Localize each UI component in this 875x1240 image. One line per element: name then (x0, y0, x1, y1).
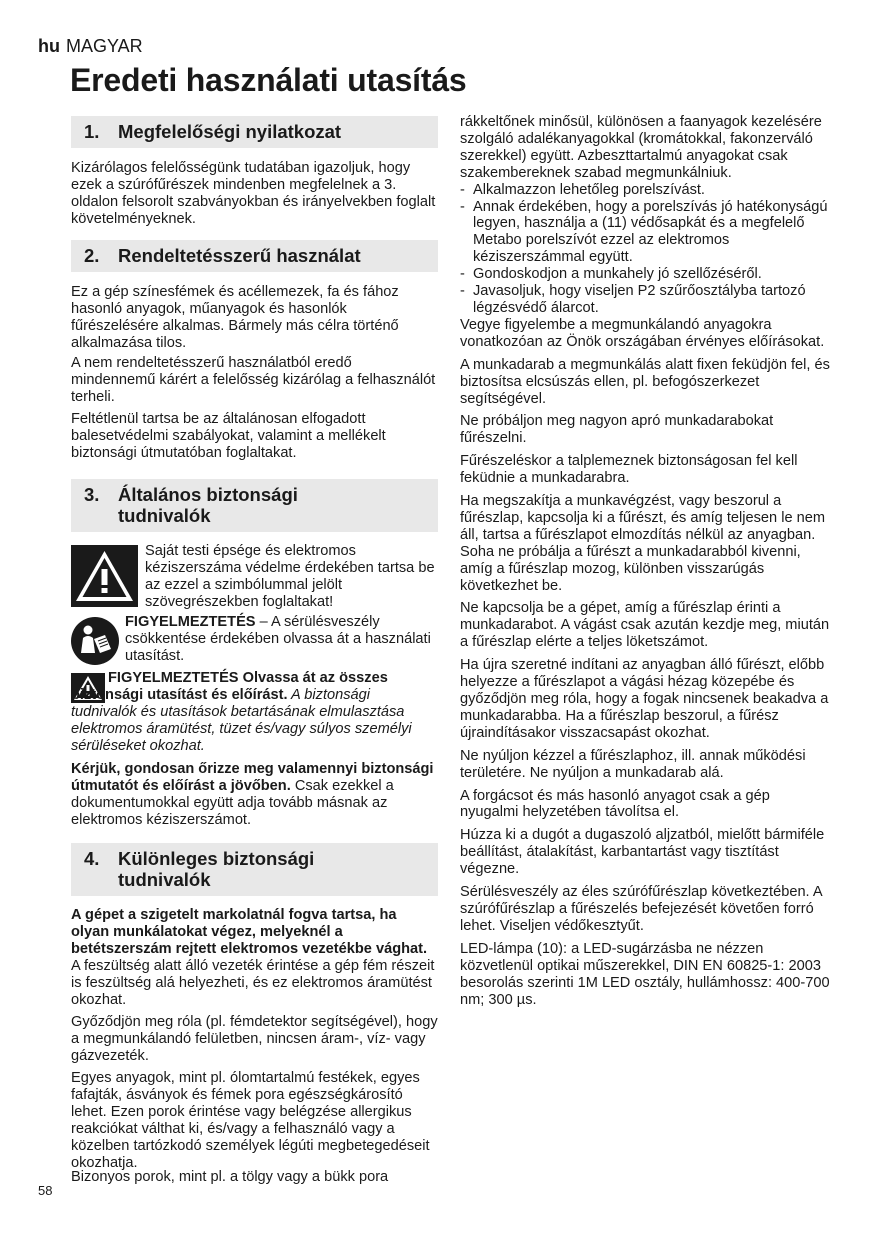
section-title-line2: tudnivalók (118, 869, 211, 890)
section-heading-3 (71, 479, 438, 532)
page-title: Eredeti használati utasítás (70, 62, 467, 98)
keep-instructions (71, 761, 438, 829)
language-name: MAGYAR (66, 36, 143, 56)
section-number: 2. (84, 245, 100, 266)
read-manual-text (125, 614, 440, 665)
warning-word: FIGYELMEZTETÉS (125, 614, 256, 630)
insulated-grip-bold: A gépet a szigetelt markolatnál fogva tartsa, ha olyan munkálatokat végez, melyeknél a betétszerszám rejtett elektromos vezetékbe vághat. (71, 907, 428, 957)
conformity-paragraph: Kizárólagos felelősségünk tudatában igazoljuk, hogy ezek a szúrófűrészek mindenben megfelelnek a 3. oldalon felsorolt szabványokban és irányelvekben foglalt követelményeknek. (71, 160, 436, 227)
chips-paragraph: A forgácsot és más hasonló anyagot csak a gép nyugalmi helyzetében távolítsa el. (460, 787, 770, 821)
use-paragraph-2: A nem rendeltetésszerű használatból eredő mindennemű kárért a felelősség kizárólag a felhasználót terheli. (71, 355, 436, 405)
use-paragraph-3: Feltétlenül tartsa be az általánosan elfogadott balesetvédelmi szabályokat, valamint a mellékelt biztonsági útmutatóban foglaltakat. (71, 411, 386, 461)
small-workpieces-paragraph: Ne próbáljon meg nagyon apró munkadarabokat fűrészelni. (460, 413, 774, 447)
dust-paragraph: Egyes anyagok, mint pl. ólomtartalmú festékek, egyes fafajták, ásványok és fémek pora egészségkárosító lehet. Ezen porok érintése vagy belégzése allergikus reakciókat válthat ki, és/vagy a felhasználó vagy a közelben tartózkodó személyek légúti megbetegedéseit okozhatja. (71, 1070, 430, 1171)
section-title-line2: tudnivalók (118, 505, 211, 526)
section-number: 1. (84, 121, 100, 142)
insulated-grip-paragraph (71, 907, 438, 1008)
right-column (460, 114, 832, 1008)
keep-instructions-rest: Csak ezekkel a dokumentumokkal együtt adja tovább másnak az elektromos kéziszerszámot. (71, 777, 394, 828)
hands-paragraph: Ne nyúljon kézzel a fűrészlaphoz, ill. annak működési területére. Ne nyúljon a munkadarab alá. (460, 747, 806, 781)
section-number: 3. (84, 484, 100, 505)
section-title-line1: Általános biztonsági (118, 484, 298, 505)
bullet-item: - Gondoskodjon a munkahely jó szellőzéséről. (460, 266, 762, 283)
section-number: 4. (84, 848, 100, 869)
warning-triangle-icon (71, 545, 138, 607)
restart-paragraph: Ha újra szeretné indítani az anyagban álló fűrészt, előbb helyezze a fűrészlapot a vágási hézag közepébe és győződjön meg róla, hogy a fogak nincsenek beakadva a munkadarabba. Ha a fűrészlap beszorul, a fűrész újraindításakor visszacsapást okozhat. (460, 657, 829, 741)
section-title: Megfelelőségi nyilatkozat (118, 121, 342, 142)
safety-warning-block (71, 670, 438, 755)
language-code: hu (38, 36, 60, 56)
read-manual-icon (71, 617, 119, 665)
carcinogen-paragraph: rákkeltőnek minősül, különösen a faanyagok kezelésére szolgáló adalékanyagokkal (kromátokkal, fakonzerváló szerekkel) együtt. Azbeszttartalmú anyagokat csak szakembereknek szabad megmunkálniuk. (460, 114, 822, 181)
language-label (38, 36, 143, 57)
sharp-blade-paragraph: Sérülésveszély az éles szúrófűrészlap következtében. A szúrófűrészlap a fűrészelés befejezését követően forró lehet. Viseljen védőkesztyűt. (460, 884, 822, 934)
interrupt-paragraph: Ha megszakítja a munkavégzést, vagy beszorul a fűrészlap, kapcsolja ki a fűrészt, és amíg teljesen le nem áll, tartsa a fűrészlapot elmozdítás nélkül az anyagban. Soha ne próbálja a fűrészt a munkadarabból kivenni, amíg a fűrészlap mozog, különben visszarúgás következhet be. (460, 493, 826, 594)
use-paragraph-1: Ez a gép színesfémek és acéllemezek, fa és fához hasonló anyagok, műanyagok és hasonlók fűrészelésére alkalmas. Bármely más célra történő alkalmazása tilos. (71, 284, 399, 351)
bullet-item: - Alkalmazzon lehetőleg porelszívást. (460, 181, 705, 198)
switch-on-paragraph: Ne kapcsolja be a gépet, amíg a fűrészlap érinti a munkadarabot. A vágást csak azután kezdje meg, miután a fűrészlap elérte a teljes löketszámot. (460, 600, 830, 651)
safety-warning-italic: A biztonsági tudnivalók és utasítások betartásának elmulasztása elektromos áramütést, tüzet és/vagy súlyos személyi sérüléseket okozhat. (71, 686, 412, 754)
regulations-paragraph: Vegye figyelembe a megmunkálandó anyagokra vonatkozóan az Önök országában érvényes előírásokat. (460, 316, 825, 350)
section-heading-1 (71, 116, 438, 148)
page-number: 58 (38, 1183, 53, 1198)
led-lamp-paragraph: LED-lámpa (10): a LED-sugárzásba ne nézzen közvetlenül optikai műszerekkel, DIN EN 60825-1: 2003 besorolás szerinti 1M LED osztály, hullámhossz: 400-700 nm; 300 µs. (460, 940, 830, 1008)
read-manual-rest: – A sérülésveszély csökkentése érdekében olvassa át a használati utasítást. (125, 614, 431, 664)
insulated-grip-rest: A feszültség alatt álló vezeték érintése a gép fém részeit is feszültség alá helyezheti, és ez elektromos áramütést okozhat. (71, 957, 435, 1008)
section-heading-2 (71, 240, 438, 272)
base-plate-paragraph: Fűrészeléskor a talplemeznek biztonságosan fel kell feküdnie a munkadarabra. (460, 453, 798, 487)
warning-symbol-text: Saját testi épsége és elektromos kéziszerszáma védelme érdekében tartsa be az ezzel a szimbólummal jelölt szövegrészekben foglaltakat! (145, 543, 435, 610)
bullet-item: - Javasoljuk, hogy viseljen P2 szűrőosztályba tartozó légzésvédő álarcot. (460, 283, 806, 316)
section-title-line1: Különleges biztonsági (118, 848, 315, 869)
section-title: Rendeltetésszerű használat (118, 245, 361, 266)
safety-warning-bold: FIGYELMEZTETÉS Olvassa át az összes biztonsági utasítást és előírást. (71, 670, 388, 703)
keep-instructions-bold: Kérjük, gondosan őrizze meg valamennyi biztonsági útmutatót és előírást a jövőben. (71, 761, 434, 794)
dust-paragraph-continued: Bizonyos porok, mint pl. a tölgy vagy a bükk pora (71, 1169, 389, 1185)
unplug-paragraph: Húzza ki a dugót a dugaszoló aljzatból, mielőtt bármiféle beállítást, átalakítást, karbantartást vagy tisztítást végezne. (460, 827, 825, 878)
hidden-lines-paragraph: Győződjön meg róla (pl. fémdetektor segítségével), hogy a megmunkálandó felületben, nincsen áram-, víz- vagy gázvezeték. (71, 1014, 438, 1064)
section-heading-4 (71, 843, 438, 896)
bullet-item: - Annak érdekében, hogy a porelszívás jó hatékonyságú legyen, használja a (11) védősapkát és a megfelelő Metabo porelszívót ezzel az elektromos kéziszerszámmal együtt. (460, 198, 828, 266)
workpiece-paragraph: A munkadarab a megmunkálás alatt fixen feküdjön fel, és biztosítsa elcsúszás ellen, pl. befogószerkezet segítségével. (460, 356, 830, 407)
